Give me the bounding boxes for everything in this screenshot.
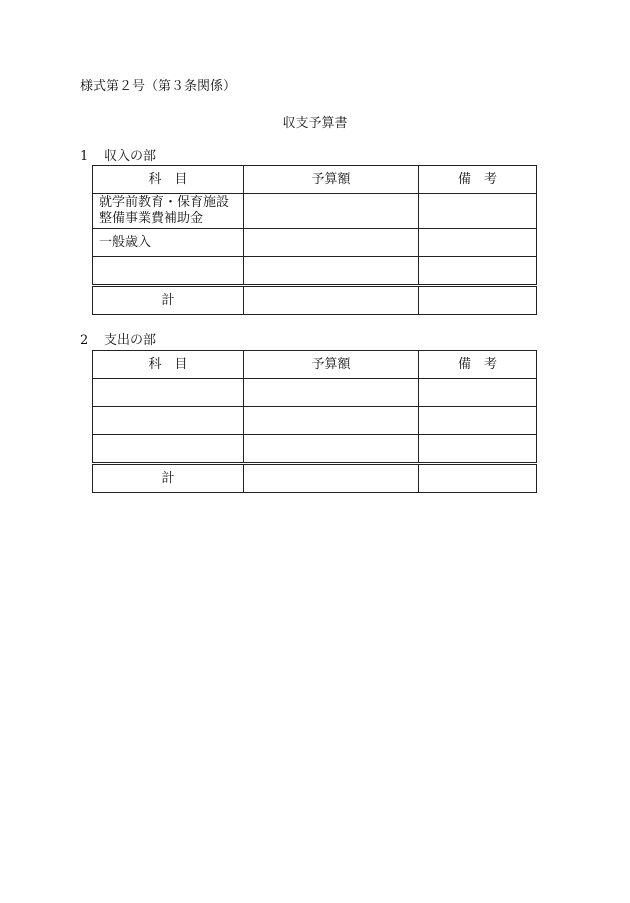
expense-header-item: 科 目 bbox=[93, 351, 244, 379]
expense-header-amount: 予算額 bbox=[244, 351, 419, 379]
income-header-amount: 予算額 bbox=[244, 166, 419, 194]
income-total-label: 計 bbox=[93, 286, 244, 315]
income-amount-cell bbox=[244, 257, 419, 286]
income-amount-cell bbox=[244, 194, 419, 229]
table-row bbox=[93, 435, 537, 464]
expense-section-number: 2 bbox=[80, 333, 89, 348]
expense-item-cell bbox=[93, 435, 244, 464]
income-header-note: 備 考 bbox=[419, 166, 537, 194]
income-section-heading bbox=[80, 149, 156, 165]
expense-header-note: 備 考 bbox=[419, 351, 537, 379]
expense-total-row bbox=[93, 464, 537, 493]
income-item-cell: 一般歳入 bbox=[93, 229, 244, 257]
expense-note-cell bbox=[419, 435, 537, 464]
expense-total-label: 計 bbox=[93, 464, 244, 493]
document-title: 収支予算書 bbox=[282, 116, 348, 131]
income-amount-cell bbox=[244, 229, 419, 257]
expense-item-cell bbox=[93, 379, 244, 407]
income-item-line: 就学前教育・保育施設 bbox=[99, 195, 230, 210]
income-total-note bbox=[419, 286, 537, 315]
income-item-line: 整備事業費補助金 bbox=[99, 211, 204, 226]
expense-section-heading bbox=[80, 333, 156, 349]
expense-amount-cell bbox=[244, 435, 419, 464]
table-row bbox=[93, 257, 537, 286]
income-section-number: 1 bbox=[80, 149, 89, 164]
income-header-item: 科 目 bbox=[93, 166, 244, 194]
expense-item-cell bbox=[93, 407, 244, 435]
expense-amount-cell bbox=[244, 379, 419, 407]
income-total-row bbox=[93, 286, 537, 315]
expense-note-cell bbox=[419, 379, 537, 407]
income-item-cell bbox=[93, 257, 244, 286]
table-row bbox=[93, 229, 537, 257]
income-item-cell bbox=[93, 194, 244, 229]
form-number: 様式第２号（第３条関係） bbox=[80, 79, 237, 94]
income-note-cell bbox=[419, 257, 537, 286]
expense-header-row bbox=[93, 351, 537, 379]
income-table bbox=[92, 165, 537, 315]
expense-section-title: 支出の部 bbox=[104, 333, 157, 348]
income-header-row bbox=[93, 166, 537, 194]
expense-amount-cell bbox=[244, 407, 419, 435]
table-row bbox=[93, 407, 537, 435]
income-total-amount bbox=[244, 286, 419, 315]
expense-table bbox=[92, 350, 537, 493]
expense-total-note bbox=[419, 464, 537, 493]
expense-total-amount bbox=[244, 464, 419, 493]
income-note-cell bbox=[419, 194, 537, 229]
table-row bbox=[93, 194, 537, 229]
expense-note-cell bbox=[419, 407, 537, 435]
table-row bbox=[93, 379, 537, 407]
income-section-title: 収入の部 bbox=[104, 149, 157, 164]
income-note-cell bbox=[419, 229, 537, 257]
